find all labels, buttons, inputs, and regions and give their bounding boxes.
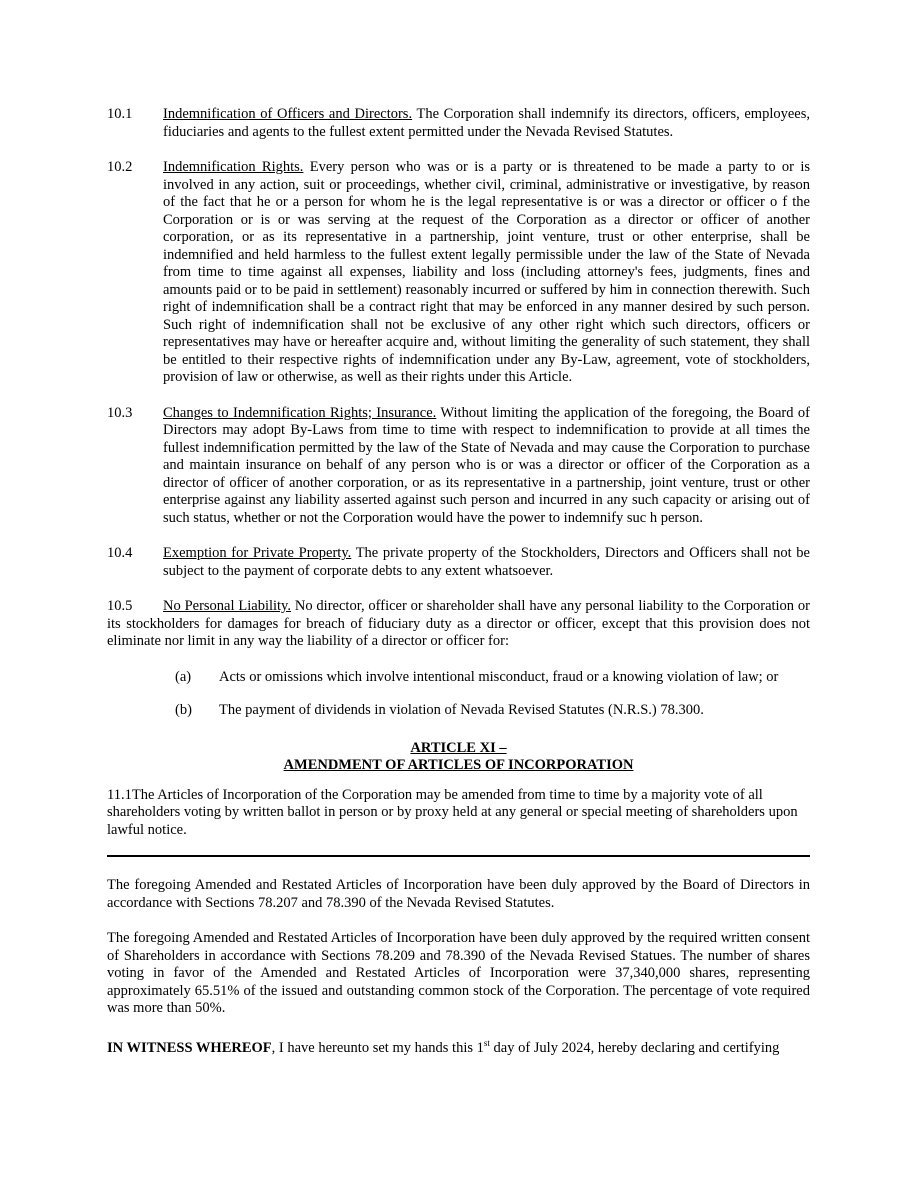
list-item-text: The payment of dividends in violation of Nevada Revised Statutes (N.R.S.) 78.300. (219, 702, 704, 718)
section-body: No director, officer or shareholder shall have any personal liability to the Corporation or its stockholders for damages for breach of fiduciary duty as a director or officer, except that this provision does not eliminate nor limit in any way the liability of a director or officer for: (107, 598, 810, 649)
witness-text-pre: , I have hereunto set my hands this 1 (271, 1039, 484, 1056)
section-10-1 (107, 106, 810, 141)
section-body: Every person who was or is a party or is threatened to be made a party to or is involved in any action, suit or proceedings, whether civil, criminal, administrative or investigative, by reason of the fact that he or a person for whom he is the legal representative is or was a director or officer o f the Corporation or is or was serving at the request of the Corporation as a director or officer of another corporation, or as its representative in a partnership, joint venture, trust or other enterprise, shall be indemnified and held harmless to the fullest extent legally permissible under the law of the State of Nevada from time to time against all expenses, liability and loss (including attorney's fees, judgments, fines and amounts paid or to be paid in settlement) reasonably incurred or suffered by him in connection therewith. Such right of indemnification shall be a contract right that may be enforced in any manner desired by such person. Such right of indemnification shall not be exclusive of any other right which such directors, officers or representatives may have or hereafter acquire and, without limiting the generality of such statement, they shall be entitled to their respective rights of indemnification under any By-Law, agreement, vote of stockholders, provision of law or otherwise, as well as their rights under this Article. (163, 159, 810, 385)
section-title: Indemnification Rights. (163, 159, 304, 175)
section-number: 10.2 (107, 159, 133, 175)
section-body: Without limiting the application of the foregoing, the Board of Directors may adopt By-Laws from time to time with respect to indemnification to provide at all times the fullest indemnification permitted by the law of the State of Nevada and may cause the Corporation to purchase and maintain insurance on behalf of any person who is or was a director or officer of the Corporation as a director of officer of another corporation, or as its representative in a partnership, joint venture, trust or other enterprise against any liability asserted against such person and incurred in any such capacity or arising out of such status, whether or not the Corporation would have the power to indemnify suc h person. (163, 404, 810, 526)
list-item-label: (a) (175, 668, 192, 685)
section-10-4 (107, 545, 810, 580)
section-number: 10.1 (107, 106, 133, 122)
section-number: 10.4 (107, 545, 133, 561)
separator-line (107, 855, 810, 857)
section-number: 10.5 (107, 598, 133, 614)
section-body: The Articles of Incorporation of the Corporation may be amended from time to time by a majority vote of all shareholders voting by written ballot in person or by proxy held at any general or special meeting of shareholders upon lawful notice. (107, 786, 798, 838)
section-text (163, 106, 810, 141)
witness-text-post: day of July 2024, hereby declaring and certifying (489, 1039, 780, 1056)
section-title: Exemption for Private Property. (163, 545, 352, 561)
section-text (163, 159, 810, 387)
section-10-5 (107, 598, 810, 651)
section-10-2 (107, 159, 810, 387)
section-body: The Corporation shall indemnify its directors, officers, employees, fiduciaries and agents to the fullest extent permitted under the Nevada Revised Statutes. (163, 106, 811, 140)
article-heading-line1: ARTICLE XI – (410, 739, 507, 756)
list-item-text: Acts or omissions which involve intentional misconduct, fraud or a knowing violation of law; or (219, 668, 779, 685)
section-10-3 (107, 405, 810, 528)
closing-paragraph-2: The foregoing Amended and Restated Articles of Incorporation have been duly approved by the required written consent of Shareholders in accordance with Sections 78.209 and 78.390 of the Nevada Revised Statues. The number of shares voting in favor of the Amended and Restated Articles of Incorporation were 37,340,000 shares, representing approximately 65.51% of the issued and outstanding common stock of the Corporation. The percentage of vote required was more than 50%. (107, 930, 810, 1016)
article-heading-line2: AMENDMENT OF ARTICLES OF INCORPORATION (283, 757, 634, 773)
section-body: The private property of the Stockholders, Directors and Officers shall not be subject to the payment of corporate debts to any extent whatsoever. (163, 545, 810, 579)
section-text (163, 545, 810, 580)
closing-paragraph-1: The foregoing Amended and Restated Articles of Incorporation have been duly approved by the Board of Directors in accordance with Sections 78.207 and 78.390 of the Nevada Revised Statutes. (107, 877, 810, 911)
witness-ordinal-suffix: st (483, 1037, 490, 1048)
article-heading (107, 740, 810, 775)
section-title: Indemnification of Officers and Directors. (163, 106, 413, 122)
witness-clause (107, 1037, 810, 1058)
list-item-a (107, 669, 810, 687)
section-number: 11.1 (107, 786, 132, 803)
list-item-b (107, 702, 810, 720)
section-11-1 (107, 787, 810, 840)
list-item-label: (b) (175, 702, 192, 718)
section-title: Changes to Indemnification Rights; Insurance. (163, 404, 437, 421)
section-number: 10.3 (107, 404, 133, 421)
section-text (163, 405, 810, 528)
witness-bold-text: IN WITNESS WHEREOF (107, 1039, 272, 1056)
section-title: No Personal Liability. (163, 598, 291, 614)
